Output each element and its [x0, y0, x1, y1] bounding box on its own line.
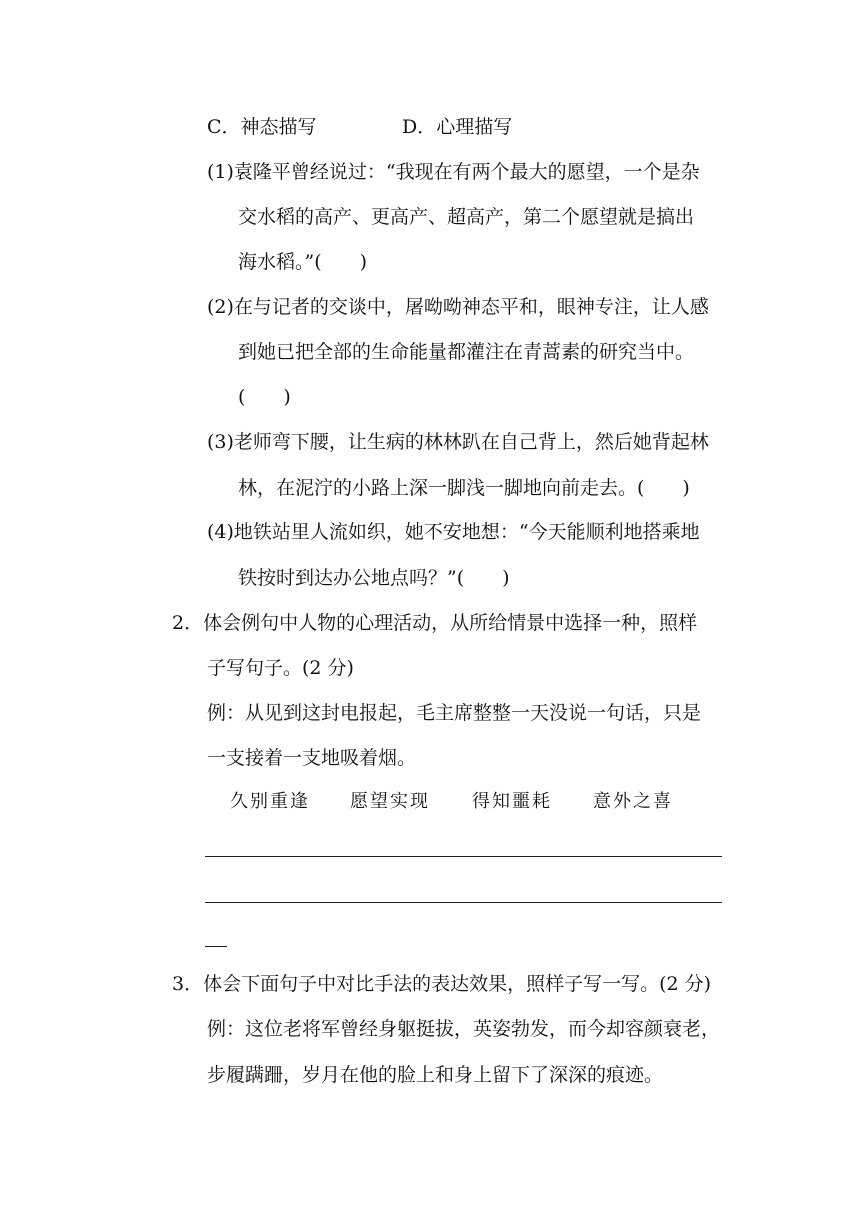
item-1-line-2: 交水稻的高产、更高产、超高产，第二个愿望就是搞出 — [238, 206, 695, 228]
answer-line-end — [205, 946, 227, 947]
option-d: D．心理描写 — [402, 116, 513, 138]
question-3-prompt: 3．体会下面句子中对比手法的表达效果，照样子写一写。(2 分) — [172, 973, 712, 995]
item-4-line-1: (4)地铁站里人流如织，她不安地想：“今天能顺利地搭乘地 — [207, 521, 700, 543]
scenario-option: 久别重逢 — [230, 791, 310, 812]
question-2-prompt-line-2: 子写句子。(2 分) — [207, 657, 354, 679]
item-4-line-2: 铁按时到达办公地点吗？”( ) — [238, 567, 510, 589]
item-2-line-3: ( ) — [238, 386, 291, 408]
question-2-example-line-1: 例：从见到这封电报起，毛主席整整一天没说一句话，只是 — [207, 702, 702, 724]
item-1-line-3: 海水稻。”( ) — [238, 251, 368, 273]
item-1-line-1: (1)袁隆平曾经说过：“我现在有两个最大的愿望，一个是杂 — [207, 161, 700, 183]
question-2-prompt-line-1: 2．体会例句中人物的心理活动，从所给情景中选择一种，照样 — [172, 612, 698, 634]
scenario-option: 愿望实现 — [350, 791, 430, 812]
item-3-line-2: 林，在泥泞的小路上深一脚浅一脚地向前走去。( ) — [238, 477, 690, 499]
question-3-example-line-2: 步履蹒跚，岁月在他的脸上和身上留下了深深的痕迹。 — [207, 1064, 664, 1086]
option-c: C．神态描写 — [207, 116, 317, 138]
scenario-option: 得知噩耗 — [472, 791, 552, 812]
answer-line[interactable] — [205, 856, 722, 857]
question-2-example-line-2: 一支接着一支地吸着烟。 — [207, 747, 417, 769]
item-2-line-2: 到她已把全部的生命能量都灌注在青蒿素的研究当中。 — [238, 341, 695, 363]
scenario-option: 意外之喜 — [593, 791, 673, 812]
item-3-line-1: (3)老师弯下腰，让生病的林林趴在自己背上，然后她背起林 — [207, 431, 709, 453]
answer-line[interactable] — [205, 902, 722, 903]
question-3-example-line-1: 例：这位老将军曾经身躯挺拔，英姿勃发，而今却容颜衰老， — [207, 1018, 721, 1040]
item-2-line-1: (2)在与记者的交谈中，屠呦呦神态平和，眼神专注，让人感 — [207, 296, 709, 318]
